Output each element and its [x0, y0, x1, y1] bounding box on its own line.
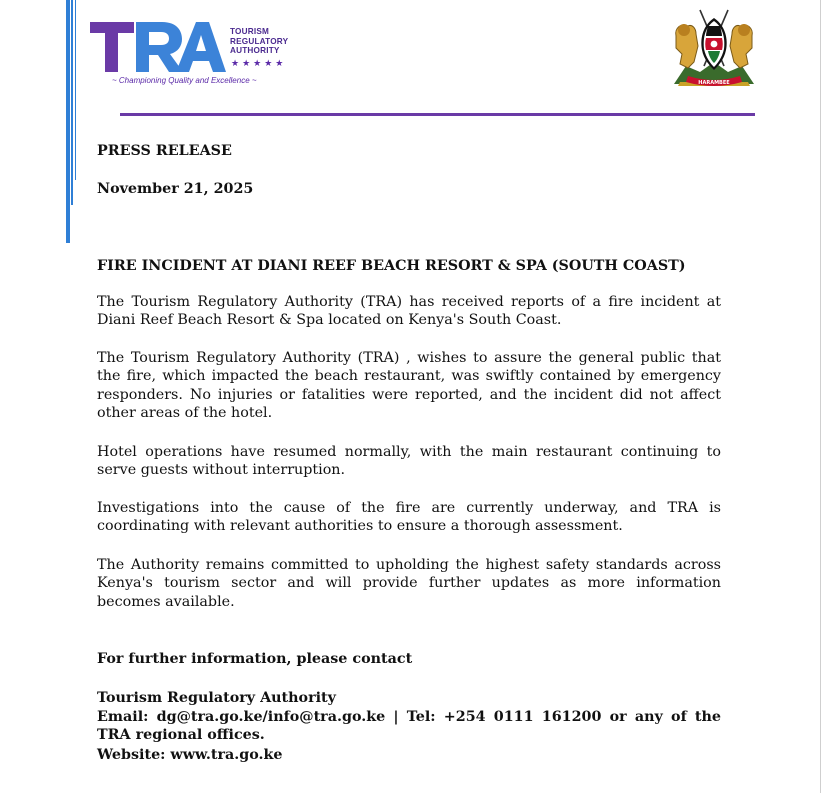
logo-tagline: ~ Championing Quality and Excellence ~ — [112, 76, 257, 85]
body-paragraph: Hotel operations have resumed normally, with the main restaurant continuing to serve guests without interruption. — [97, 444, 721, 479]
tra-logo-mark — [88, 16, 228, 74]
logo-wordmark-line: REGULATORY — [230, 36, 289, 46]
header-divider — [120, 113, 755, 116]
left-accent-bar — [66, 0, 70, 243]
body-paragraph: The Tourism Regulatory Authority (TRA) has received reports of a fire incident at Diani Reef Beach Resort & Spa located on Kenya's South Coast. — [97, 294, 721, 329]
contact-organization: Tourism Regulatory Authority — [97, 690, 336, 706]
release-date: November 21, 2025 — [97, 181, 254, 197]
contact-email-phone: Email: dg@tra.go.ke/info@tra.go.ke | Tel: +254 0111 161200 or any of the TRA regional offices. — [97, 709, 721, 744]
logo-wordmark-line: TOURISM — [230, 27, 270, 36]
kenya-coat-of-arms-icon — [666, 6, 762, 92]
logo-wordmark — [230, 27, 288, 56]
logo-stars-icon: ★★★★★ — [231, 59, 287, 69]
document-label: PRESS RELEASE — [97, 143, 232, 159]
tra-logo — [88, 16, 298, 88]
body-paragraph: The Authority remains committed to upholding the highest safety standards across Kenya's tourism sector and will provide further updates as more information becomes available. — [97, 557, 721, 610]
left-accent-bar — [71, 0, 73, 205]
body-paragraph: The Tourism Regulatory Authority (TRA) , wishes to assure the general public that the fire, which impacted the beach restaurant, was swiftly contained by emergency responders. No injuries or fatalities were reported, and the incident did not affect other areas of the hotel. — [97, 350, 721, 421]
coat-motto: HARAMBEE — [698, 80, 730, 86]
contact-heading: For further information, please contact — [97, 651, 413, 667]
body-paragraph: Investigations into the cause of the fire are currently underway, and TRA is coordinating with relevant authorities to ensure a thorough assessment. — [97, 500, 721, 535]
page-title: FIRE INCIDENT AT DIANI REEF BEACH RESORT & SPA (SOUTH COAST) — [97, 258, 686, 274]
logo-wordmark-line: AUTHORITY — [230, 46, 280, 55]
contact-website: Website: www.tra.go.ke — [97, 747, 283, 763]
left-accent-bar — [75, 0, 76, 180]
